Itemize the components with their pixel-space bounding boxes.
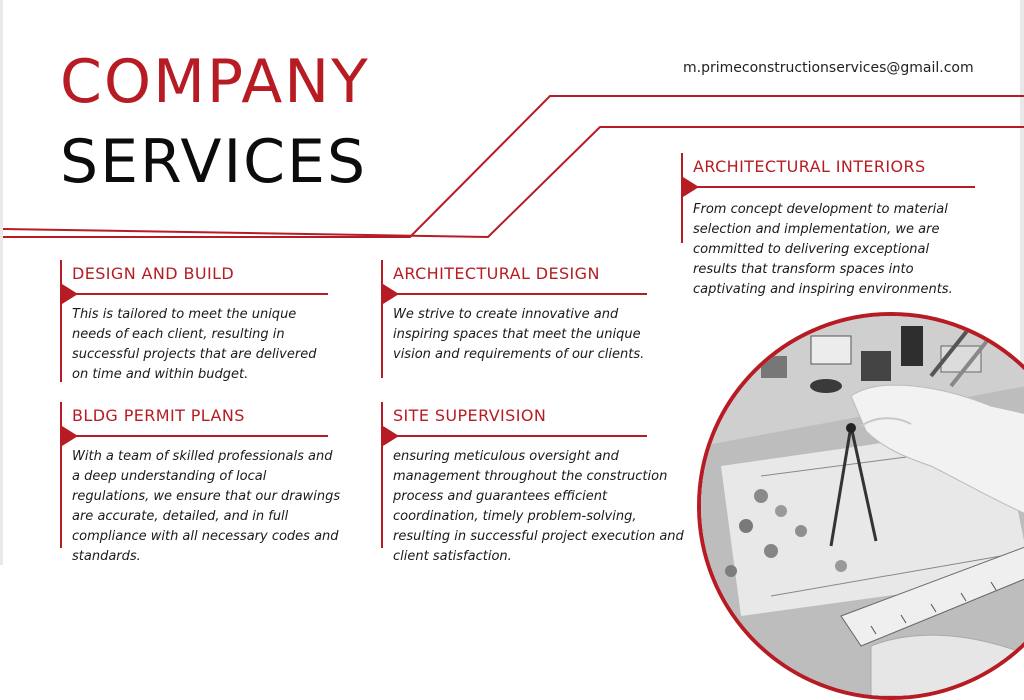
service-description: ensuring meticulous oversight and management throughout the construction process and guarantees efficient coordination, timely problem-solving, resulting in successful project execution and client satisfaction.: [393, 449, 684, 564]
service-architectural-design: [381, 260, 681, 378]
service-marker-triangle: [383, 426, 399, 446]
service-title: SITE SUPERVISION: [393, 406, 547, 425]
service-divider: [62, 293, 328, 295]
service-description: With a team of skilled professionals and a deep understanding of local regulations, we ensure that our drawings are accurate, detailed, and in full compliance with all necessary codes and standards.: [72, 449, 341, 564]
service-accent-bar: [60, 260, 62, 382]
page-title-line-2: SERVICES: [60, 127, 368, 197]
service-description: This is tailored to meet the unique needs of each client, resulting in successful projects that are delivered on time and within budget.: [72, 307, 317, 382]
architecture-photo-illustration: [701, 316, 1024, 696]
service-marker-triangle: [683, 177, 699, 197]
service-divider: [683, 186, 975, 188]
service-design-and-build: [60, 260, 360, 382]
service-accent-bar: [681, 153, 683, 243]
service-architectural-interiors: [681, 153, 981, 298]
contact-email[interactable]: m.primeconstructionservices@gmail.com: [683, 60, 974, 76]
service-description: We strive to create innovative and inspiring spaces that meet the unique vision and requirements of our clients.: [393, 307, 645, 362]
service-marker-triangle: [62, 426, 78, 446]
service-title: ARCHITECTURAL DESIGN: [393, 264, 600, 283]
service-accent-bar: [381, 402, 383, 548]
service-marker-triangle: [383, 284, 399, 304]
service-divider: [62, 435, 328, 437]
service-accent-bar: [381, 260, 383, 378]
service-site-supervision: [381, 402, 691, 564]
service-title: DESIGN AND BUILD: [72, 264, 235, 283]
service-divider: [383, 293, 647, 295]
page-title-line-1: COMPANY: [60, 47, 370, 117]
service-description: From concept development to material selection and implementation, we are committed to delivering exceptional results that transform spaces into captivating and inspiring environments.: [693, 202, 953, 297]
service-marker-triangle: [62, 284, 78, 304]
service-title: BLDG PERMIT PLANS: [72, 406, 245, 425]
page-edge-left: [0, 0, 3, 565]
service-accent-bar: [60, 402, 62, 548]
service-title: ARCHITECTURAL INTERIORS: [693, 157, 926, 176]
service-divider: [383, 435, 647, 437]
architecture-photo: [697, 312, 1024, 700]
service-bldg-permit-plans: [60, 402, 360, 564]
